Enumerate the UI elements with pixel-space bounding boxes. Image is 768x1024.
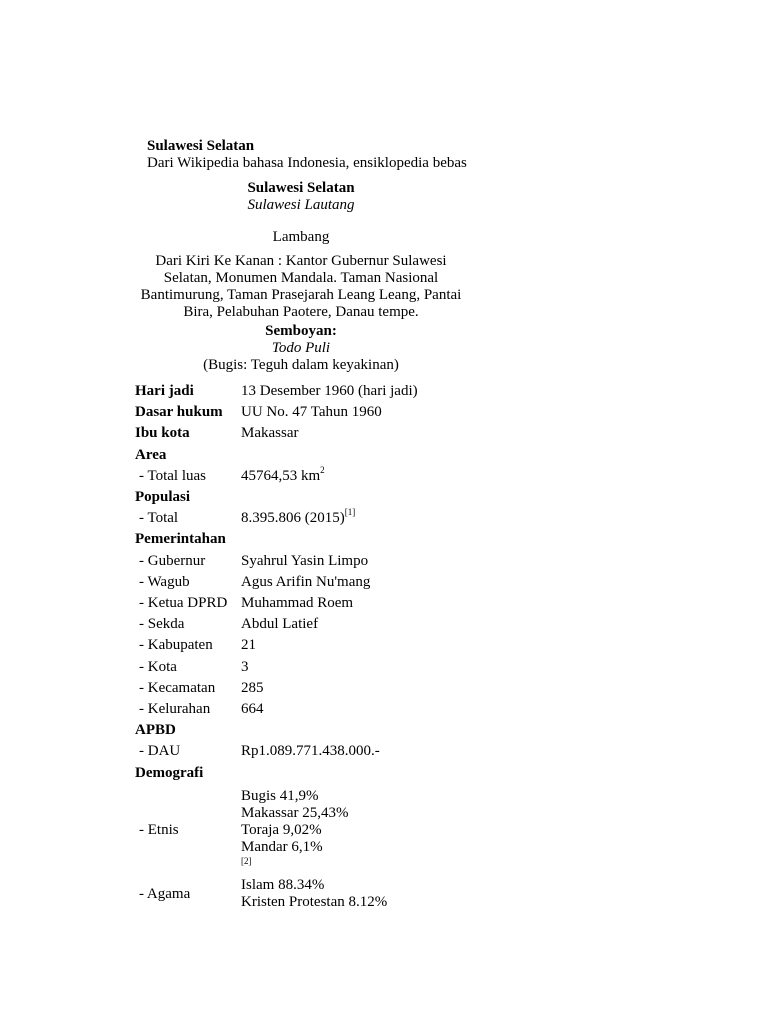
row-label: - Wagub: [139, 574, 190, 590]
row-label: - Sekda: [139, 616, 185, 632]
row-value: 285: [241, 680, 264, 696]
superscript: 2: [320, 465, 325, 475]
row-value: Abdul Latief: [241, 616, 319, 632]
row-value: 21: [241, 637, 256, 653]
row-value: Agus Arifin Nu'mang: [241, 574, 371, 590]
row-label: Area: [135, 447, 167, 463]
infobox-name: Sulawesi Selatan: [247, 180, 355, 196]
row-value: 13 Desember 1960 (hari jadi): [241, 383, 418, 399]
infobox-row: [135, 595, 555, 616]
row-label: - Kota: [139, 659, 177, 675]
infobox-row: [135, 659, 555, 680]
infobox-row: [135, 701, 555, 722]
row-label: APBD: [135, 722, 176, 738]
infobox-row: [135, 447, 555, 468]
row-value: 8.395.806 (2015): [241, 510, 345, 526]
row-value-cell: [241, 383, 418, 400]
row-label: - Kecamatan: [139, 680, 216, 696]
infobox-row: [135, 574, 555, 595]
row-label: Pemerintahan: [135, 531, 226, 547]
infobox-row: [135, 465, 555, 489]
row-value-cell: [241, 425, 298, 442]
motto-heading: Semboyan:: [265, 323, 337, 339]
infobox-row: [135, 743, 555, 764]
agama-item: Islam 88.34%: [241, 877, 325, 893]
etnis-item: Bugis 41,9%: [241, 788, 319, 804]
etnis-values: [241, 788, 348, 867]
image-caption: [120, 253, 482, 321]
infobox-row: [135, 637, 555, 658]
row-value-cell: [241, 701, 264, 718]
article-title: Sulawesi Selatan: [147, 138, 255, 154]
row-value: Rp1.089.771.438.000.-: [241, 743, 380, 759]
infobox-row: [135, 425, 555, 446]
infobox-row: [135, 383, 555, 404]
row-label: - DAU: [139, 743, 181, 759]
etnis-reference[interactable]: [2]: [241, 856, 252, 866]
row-label: - Total luas: [139, 468, 206, 484]
row-label: - Ketua DPRD: [139, 595, 228, 611]
article-subtitle: Dari Wikipedia bahasa Indonesia, ensiklopedia bebas: [147, 155, 467, 171]
infobox-name-block: [120, 180, 482, 214]
row-label: Hari jadi: [135, 383, 194, 399]
infobox-row: [135, 616, 555, 637]
article-header: [147, 138, 467, 172]
row-value-cell: [241, 553, 368, 570]
row-value-cell: [241, 404, 382, 421]
agama-values: [241, 877, 387, 911]
row-value-cell: [241, 595, 353, 612]
infobox-row: [135, 765, 555, 786]
row-label: - Kelurahan: [139, 701, 211, 717]
row-value-cell: [241, 680, 264, 697]
superscript[interactable]: [1]: [344, 507, 356, 517]
row-label: Populasi: [135, 489, 191, 505]
row-label: Ibu kota: [135, 425, 190, 441]
infobox-row: [135, 507, 555, 531]
caption-line: Bantimurung, Taman Prasejarah Leang Leang, Pantai: [140, 287, 462, 303]
caption-line: Selatan, Monumen Mandala. Taman Nasional: [163, 270, 439, 286]
row-value-cell: [241, 465, 325, 485]
caption-line: Dari Kiri Ke Kanan : Kantor Gubernur Sulawesi: [155, 253, 447, 269]
row-label: Demografi: [135, 765, 204, 781]
row-value: 664: [241, 701, 264, 717]
etnis-item: Mandar 6,1%: [241, 839, 323, 855]
row-value-cell: [241, 743, 380, 760]
row-value: UU No. 47 Tahun 1960: [241, 404, 382, 420]
infobox-row: [135, 722, 555, 743]
row-value-cell: [241, 574, 370, 591]
motto-block: [120, 323, 482, 374]
infobox-row: [135, 531, 555, 552]
infobox-row: [135, 680, 555, 701]
row-value: Makassar: [241, 425, 299, 441]
agama-label: - Agama: [139, 886, 191, 902]
motto-text: Todo Puli: [271, 340, 331, 356]
emblem-label: Lambang: [272, 229, 330, 245]
row-value-cell: [241, 637, 256, 654]
etnis-item: Toraja 9,02%: [241, 822, 322, 838]
etnis-item: Makassar 25,43%: [241, 805, 349, 821]
row-label: - Total: [139, 510, 179, 526]
caption-line: Bira, Pelabuhan Paotere, Danau tempe.: [183, 304, 419, 320]
row-label: Dasar hukum: [135, 404, 223, 420]
infobox-row: [135, 553, 555, 574]
row-value: 45764,53 km: [241, 468, 321, 484]
row-value-cell: [241, 616, 318, 633]
row-label: - Gubernur: [139, 553, 206, 569]
row-value: Muhammad Roem: [241, 595, 354, 611]
infobox-row: [135, 404, 555, 425]
row-value: Syahrul Yasin Limpo: [241, 553, 369, 569]
row-label: - Kabupaten: [139, 637, 213, 653]
agama-item: Kristen Protestan 8.12%: [241, 894, 388, 910]
etnis-label: - Etnis: [139, 822, 179, 838]
infobox-local-name: Sulawesi Lautang: [247, 197, 355, 213]
row-value: 3: [241, 659, 249, 675]
row-value-cell: [241, 507, 356, 527]
row-value-cell: [241, 659, 249, 676]
motto-translation: (Bugis: Teguh dalam keyakinan): [203, 357, 399, 373]
